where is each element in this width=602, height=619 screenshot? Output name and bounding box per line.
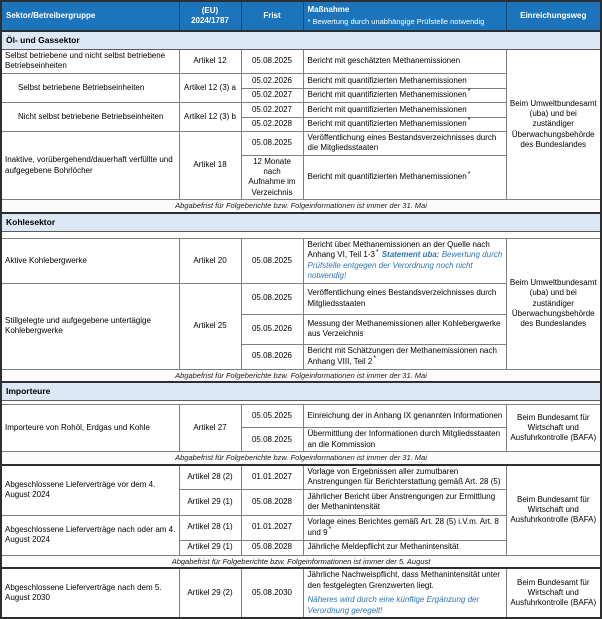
cell-artikel: Artikel 12: [179, 50, 241, 74]
cell-frist: 05.08.2028: [241, 540, 303, 555]
massnahme-title: Maßnahme: [307, 5, 350, 15]
massnahme-text: Vorlage eines Berichtes gemäß Art. 28 (5) i.V.m. Art. 8 und 9: [307, 517, 499, 537]
uba-statement-label: Statement uba:: [381, 250, 440, 260]
column-header-einreichungsweg: Einreichungsweg: [506, 1, 601, 31]
cell-frist: 05.02.2028: [241, 117, 303, 131]
cell-frist: 12 Monate nach Aufnahme im Verzeichnis: [241, 155, 303, 200]
cell-massnahme: Messung der Methanemissionen aller Kohlebergwerke aus Verzeichnis: [303, 314, 506, 344]
cell-massnahme: [303, 344, 506, 369]
deadline-note: Abgabefrist für Folgeberichte bzw. Folgeinformationen ist immer der 31. Mai: [1, 369, 601, 382]
column-header-massnahme: [303, 1, 506, 31]
uba-statement-text: Bewertung durch Prüfstelle entgegen der Verordnung noch nicht notwendig!: [307, 250, 503, 281]
cell-einreichungsweg-bafa: Beim Bundesamt für Wirtschaft und Ausfuhrkontrolle (BAFA): [506, 465, 601, 555]
cell-artikel: Artikel 28 (1): [179, 515, 241, 540]
cell-massnahme: Bericht mit quantifizierten Methanemissionen: [303, 73, 506, 88]
cell-sektor: Importeure von Rohöl, Erdgas und Kohle: [1, 405, 179, 452]
section-header-oil-gas: [1, 31, 601, 50]
cell-massnahme: [303, 238, 506, 283]
cell-frist: 01.01.2027: [241, 465, 303, 489]
column-header-frist: Frist: [241, 1, 303, 31]
cell-sektor: Inaktive, vorübergehend/dauerhaft verfüllte und aufgegebene Bohrlöcher: [1, 131, 179, 199]
cell-massnahme: Veröffentlichung eines Bestandsverzeichnisses durch die Mitgliedsstaaten: [303, 131, 506, 155]
section-title: Kohlesektor: [1, 213, 601, 232]
cell-artikel: Artikel 29 (2): [179, 568, 241, 618]
cell-sektor: Selbst betriebene und nicht selbst betriebene Betriebseinheiten: [1, 50, 179, 74]
cell-frist: 05.08.2025: [241, 50, 303, 74]
table-row: [1, 568, 601, 618]
asterisk: *: [328, 525, 332, 533]
cell-massnahme: [303, 568, 506, 618]
deadline-note-row: [1, 200, 601, 213]
cell-frist: 05.08.2025: [241, 131, 303, 155]
cell-massnahme: Vorlage von Ergebnissen aller zumutbaren Anstrengungen für Berichterstattung gemäß Art. 28 (5): [303, 465, 506, 489]
spacer-row: [1, 231, 601, 238]
asterisk: *: [467, 88, 471, 96]
cell-massnahme: Jährlicher Bericht über Anstrengungen zur Ermittlung der Methanintensität: [303, 489, 506, 515]
massnahme-asterisk-note: * Bewertung durch unabhängige Prüfstelle notwendig: [307, 16, 485, 26]
cell-massnahme: [303, 117, 506, 131]
deadline-note: Abgabefrist für Folgeberichte bzw. Folgeinformationen ist immer der 31. Mai: [1, 200, 601, 213]
deadline-note: Abgabefrist für Folgeberichte bzw. Folgeinformationen ist immer der 31. Mai: [1, 452, 601, 465]
massnahme-text: Bericht mit Schätzungen der Methanemissionen nach Anhang VIII, Teil 2: [307, 346, 497, 366]
cell-sektor: Abgeschlossene Lieferverträge nach dem 5. August 2030: [1, 568, 179, 618]
future-regulation-note: Näheres wird durch eine künftige Ergänzung der Verordnung geregelt!: [307, 595, 480, 615]
cell-frist: 05.08.2025: [241, 428, 303, 452]
cell-frist: 05.02.2026: [241, 73, 303, 88]
cell-artikel: Artikel 29 (1): [179, 540, 241, 555]
column-header-sektor: Sektor/Betreibergruppe: [1, 1, 179, 31]
cell-artikel: Artikel 20: [179, 238, 241, 283]
asterisk: *: [375, 248, 379, 256]
cell-sektor: Stillgelegte und aufgegebene untertägige Kohlebergwerke: [1, 283, 179, 369]
asterisk: *: [467, 170, 471, 178]
section-title: Importeure: [1, 382, 601, 401]
cell-einreichungsweg-uba: Beim Umweltbundesamt (uba) und bei zuständiger Überwachungsbehörde des Bundeslandes: [506, 238, 601, 369]
cell-massnahme: Bericht mit quantifizierten Methanemissionen: [303, 102, 506, 117]
cell-massnahme: [303, 155, 506, 200]
cell-sektor: Selbst betriebene Betriebseinheiten: [1, 73, 179, 102]
massnahme-text: Jährliche Nachweispflicht, dass Methanintensität unter den festgelegten Grenzwerten liegt.: [307, 570, 501, 590]
cell-artikel: Artikel 12 (3) b: [179, 102, 241, 131]
cell-massnahme: Bericht mit geschätzten Methanemissionen: [303, 50, 506, 74]
deadline-note-row: [1, 452, 601, 465]
cell-sektor: Aktive Kohlebergwerke: [1, 238, 179, 283]
section-title: Öl- und Gassektor: [1, 31, 601, 50]
asterisk: *: [467, 117, 471, 125]
spacer: [1, 231, 601, 238]
cell-einreichungsweg-bafa: Beim Bundesamt für Wirtschaft und Ausfuhrkontrolle (BAFA): [506, 405, 601, 452]
section-header-coal: [1, 213, 601, 232]
table-row: [1, 405, 601, 428]
asterisk: *: [373, 354, 377, 362]
cell-frist: 05.05.2026: [241, 314, 303, 344]
table-row: [1, 238, 601, 283]
cell-frist: 05.02.2027: [241, 88, 303, 102]
cell-frist: 05.08.2025: [241, 238, 303, 283]
cell-sektor: Abgeschlossene Lieferverträge nach oder am 4. August 2024: [1, 515, 179, 555]
cell-einreichungsweg-bafa: Beim Bundesamt für Wirtschaft und Ausfuhrkontrolle (BAFA): [506, 568, 601, 618]
column-header-eu-regulation: (EU) 2024/1787: [179, 1, 241, 31]
cell-frist: 05.05.2025: [241, 405, 303, 428]
cell-frist: 05.08.2028: [241, 489, 303, 515]
cell-artikel: Artikel 29 (1): [179, 489, 241, 515]
cell-sektor: Nicht selbst betriebene Betriebseinheiten: [1, 102, 179, 131]
table-row: [1, 50, 601, 74]
massnahme-text: Bericht mit quantifizierten Methanemissionen: [307, 119, 467, 129]
cell-artikel: Artikel 18: [179, 131, 241, 199]
cell-massnahme: Veröffentlichung eines Bestandsverzeichnisses durch Mitgliedsstaaten: [303, 283, 506, 314]
section-header-importers: [1, 382, 601, 401]
cell-frist: 01.01.2027: [241, 515, 303, 540]
massnahme-text: Bericht über Methanemissionen an der Quelle nach Anhang VI, Teil 1-3: [307, 239, 490, 260]
deadline-note-row: [1, 369, 601, 382]
cell-artikel: Artikel 12 (3) a: [179, 73, 241, 102]
massnahme-text: Bericht mit quantifizierten Methanemissionen: [307, 172, 467, 182]
cell-massnahme: [303, 88, 506, 102]
cell-frist: 05.08.2026: [241, 344, 303, 369]
table-row: [1, 465, 601, 489]
cell-massnahme: Einreichung der in Anhang IX genannten Informationen: [303, 405, 506, 428]
cell-massnahme: Übermittlung der Informationen durch Mitgliedsstaaten an die Kommission: [303, 428, 506, 452]
cell-massnahme: [303, 515, 506, 540]
cell-frist: 05.08.2025: [241, 283, 303, 314]
cell-frist: 05.08.2030: [241, 568, 303, 618]
cell-massnahme: Jährliche Meldepflicht zur Methanintensität: [303, 540, 506, 555]
table-header-row: [1, 1, 601, 31]
cell-einreichungsweg-uba: Beim Umweltbundesamt (uba) und bei zuständiger Überwachungsbehörde des Bundeslandes: [506, 50, 601, 200]
cell-sektor: Abgeschlossene Lieferverträge vor dem 4. August 2024: [1, 465, 179, 515]
cell-artikel: Artikel 25: [179, 283, 241, 369]
deadline-note: Abgabefrist für Folgeberichte bzw. Folgeinformationen ist immer der 5. August: [1, 555, 601, 568]
cell-frist: 05.02.2027: [241, 102, 303, 117]
cell-artikel: Artikel 28 (2): [179, 465, 241, 489]
deadline-note-row: [1, 555, 601, 568]
cell-artikel: Artikel 27: [179, 405, 241, 452]
massnahme-text: Bericht mit quantifizierten Methanemissionen: [307, 90, 467, 100]
